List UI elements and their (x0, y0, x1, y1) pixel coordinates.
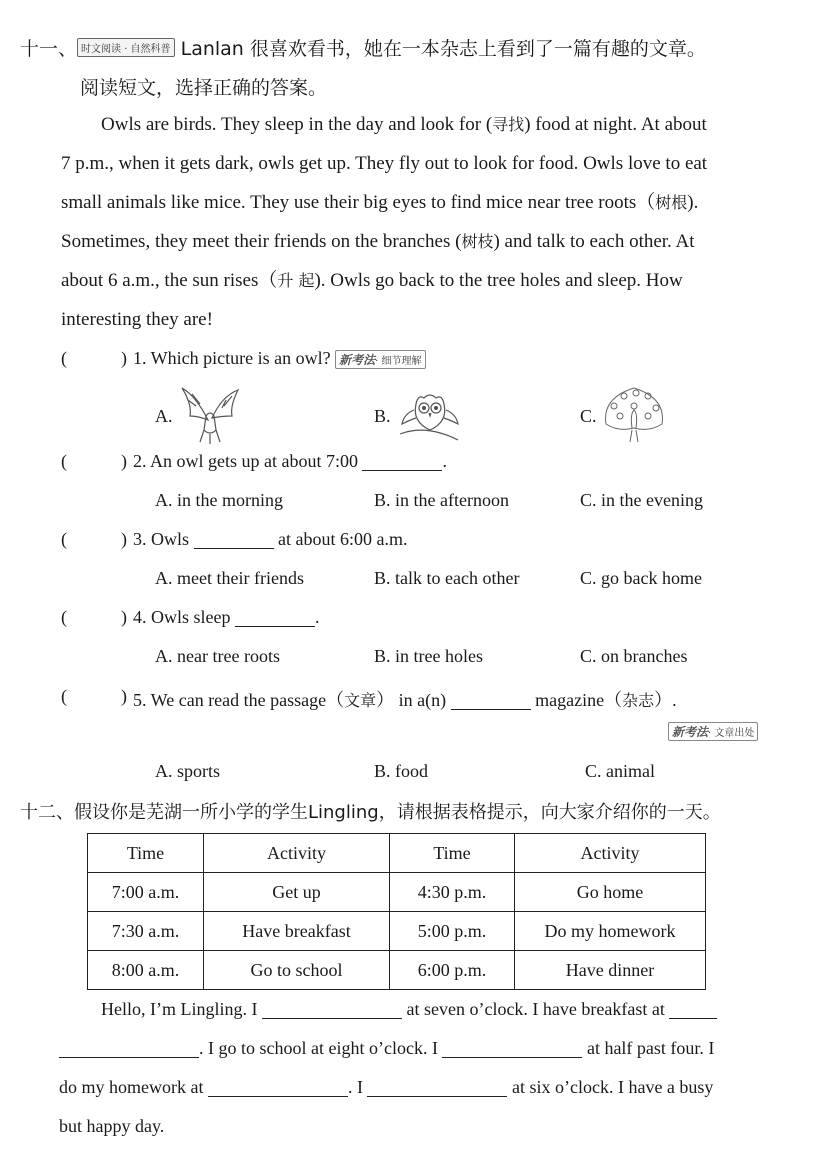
cell: Do my homework (515, 912, 706, 951)
schedule-row (88, 873, 706, 912)
writing-line-4: but happy day. (59, 1116, 165, 1136)
section-11-title-line2: 阅读短文，选择正确的答案。 (80, 77, 328, 99)
header-activity-2: Activity (515, 834, 706, 873)
section-11-heading (20, 34, 706, 61)
q2-option-a[interactable]: A. in the morning (155, 490, 283, 510)
cell: 7:30 a.m. (88, 912, 204, 951)
cell: Get up (204, 873, 390, 912)
q3-option-b[interactable]: B. talk to each other (374, 568, 520, 588)
cell: 6:00 p.m. (390, 951, 515, 990)
q1-tag: 新考法· 细节理解 (335, 350, 425, 369)
passage-line-1: Owls are birds. They sleep in the day and look for (寻找) food at night. At about (101, 114, 707, 135)
q3-blank[interactable] (194, 530, 274, 549)
q5-option-a[interactable]: A. sports (155, 761, 221, 781)
cell: Go home (515, 873, 706, 912)
section-11-tag: 时文阅读 · 自然科普 (77, 38, 175, 57)
writing-line-3: do my homework at . I at six o’clock. I have a busy (59, 1077, 714, 1097)
passage-line-6: interesting they are! (61, 309, 213, 330)
schedule-table (87, 833, 706, 990)
header-activity-1: Activity (204, 834, 390, 873)
q2-text: 2. An owl gets up at about 7:00 . (133, 451, 447, 471)
cell: Go to school (204, 951, 390, 990)
q2-option-c[interactable]: C. in the evening (580, 490, 703, 510)
cell: 7:00 a.m. (88, 873, 204, 912)
q4-option-a[interactable]: A. near tree roots (155, 646, 280, 666)
q5-answer-bracket[interactable]: ( ) (61, 686, 127, 706)
writing-blank-2b[interactable] (59, 1039, 199, 1058)
q4-blank[interactable] (235, 608, 315, 627)
cell: Have breakfast (204, 912, 390, 951)
writing-blank-1[interactable] (262, 1000, 402, 1019)
section-11-title-line1: Lanlan 很喜欢看书，她在一本杂志上看到了一篇有趣的文章。 (180, 38, 706, 60)
writing-blank-2a[interactable] (669, 1000, 717, 1019)
q5-option-c[interactable]: C. animal (585, 761, 655, 781)
q1-option-b-label[interactable]: B. (374, 406, 391, 426)
cell: Have dinner (515, 951, 706, 990)
q2-answer-bracket[interactable]: ( ) (61, 451, 127, 471)
owl-icon[interactable] (396, 388, 462, 444)
writing-line-2: . I go to school at eight o’clock. I at half past four. I (59, 1029, 714, 1068)
q5-option-b[interactable]: B. food (374, 761, 428, 781)
cell: 5:00 p.m. (390, 912, 515, 951)
q1-option-a-label[interactable]: A. (155, 406, 173, 426)
schedule-row (88, 912, 706, 951)
passage-line-5: about 6 a.m., the sun rises（升 起). Owls go back to the tree holes and sleep. How (61, 270, 683, 291)
q4-option-b[interactable]: B. in tree holes (374, 646, 483, 666)
writing-blank-5[interactable] (367, 1078, 507, 1097)
q4-text: 4. Owls sleep . (133, 607, 320, 627)
q4-answer-bracket[interactable]: ( ) (61, 607, 127, 627)
section-11-number: 十一、 (20, 38, 78, 60)
passage-line-4: Sometimes, they meet their friends on the branches (树枝) and talk to each other. At (61, 231, 695, 252)
q5-tag: 新考法· 文章出处 (668, 722, 758, 741)
q3-answer-bracket[interactable]: ( ) (61, 529, 127, 549)
q3-option-c[interactable]: C. go back home (580, 568, 702, 588)
q5-blank[interactable] (451, 691, 531, 710)
header-time-2: Time (390, 834, 515, 873)
q2-option-b[interactable]: B. in the afternoon (374, 490, 509, 510)
schedule-row (88, 951, 706, 990)
writing-blank-4[interactable] (208, 1078, 348, 1097)
writing-line-1: Hello, I’m Lingling. I at seven o’clock. I have breakfast at (101, 990, 717, 1029)
peacock-icon[interactable] (600, 384, 668, 446)
q1-answer-bracket[interactable]: ( ) (61, 348, 127, 368)
section-12-title: 十二、假设你是芜湖一所小学的学生Lingling，请根据表格提示，向大家介绍你的一天。 (20, 802, 721, 823)
q2-blank[interactable] (362, 452, 442, 471)
q3-text: 3. Owls at about 6:00 a.m. (133, 529, 408, 549)
q1-text: 1. Which picture is an owl? 新考法· 细节理解 (133, 348, 426, 369)
schedule-header-row (88, 834, 706, 873)
eagle-icon[interactable] (178, 386, 242, 446)
q1-option-c-label[interactable]: C. (580, 406, 597, 426)
header-time-1: Time (88, 834, 204, 873)
cell: 8:00 a.m. (88, 951, 204, 990)
q4-option-c[interactable]: C. on branches (580, 646, 688, 666)
q5-text: 5. We can read the passage（文章） in a(n) magazine（杂志）. (133, 690, 677, 710)
cell: 4:30 p.m. (390, 873, 515, 912)
writing-blank-3[interactable] (442, 1039, 582, 1058)
q3-option-a[interactable]: A. meet their friends (155, 568, 304, 588)
passage-line-2: 7 p.m., when it gets dark, owls get up. They fly out to look for food. Owls love to eat (61, 153, 708, 174)
passage-line-3: small animals like mice. They use their big eyes to find mice near tree roots（树根). (61, 192, 699, 213)
